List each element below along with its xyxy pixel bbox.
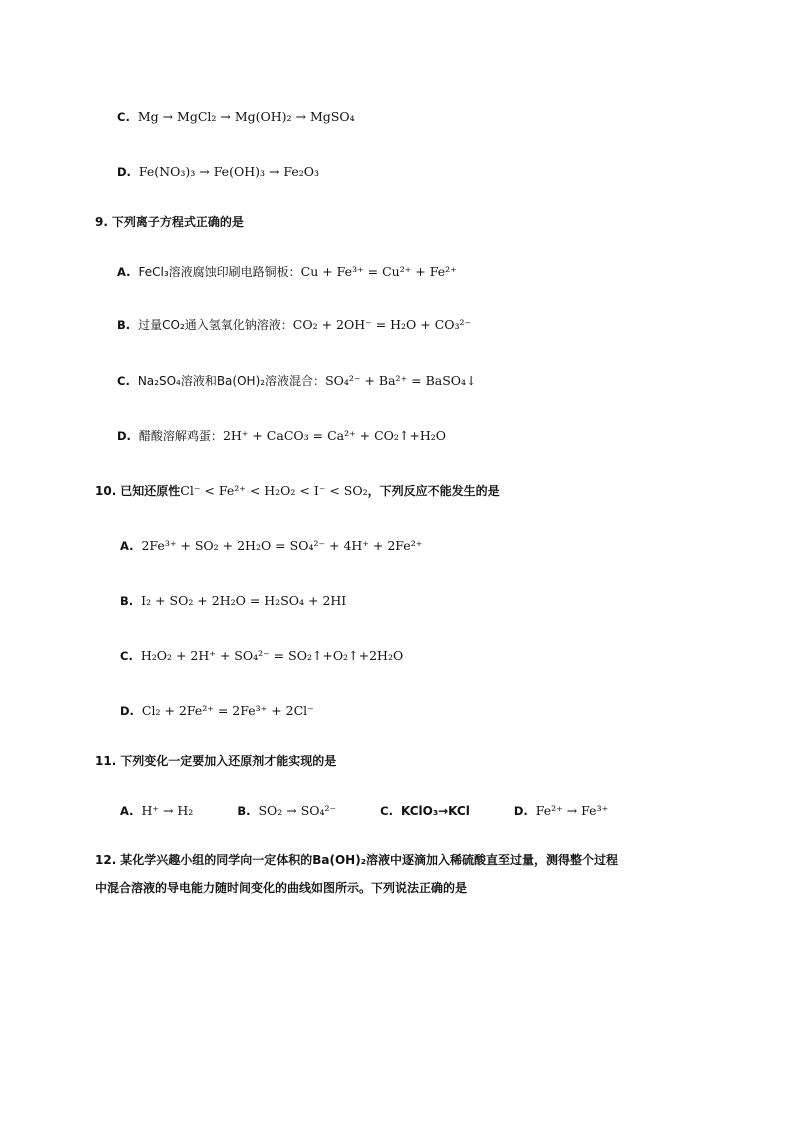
option-label: D. bbox=[117, 165, 131, 179]
q12-stem-line1 bbox=[95, 851, 618, 869]
option-prefix: 过量CO₂通入氢氧化钠溶液： bbox=[138, 318, 293, 332]
q11-option-d[interactable] bbox=[514, 802, 608, 820]
option-label: C. bbox=[120, 649, 133, 663]
option-label: B. bbox=[237, 804, 251, 818]
option-formula: Fe(NO₃)₃ → Fe(OH)₃ → Fe₂O₃ bbox=[138, 164, 320, 179]
option-formula: CO₂ + 2OH⁻ = H₂O + CO₃²⁻ bbox=[292, 317, 472, 332]
option-label: A. bbox=[120, 539, 134, 553]
question-number: 12. bbox=[95, 853, 117, 867]
q8-option-c[interactable] bbox=[117, 108, 355, 126]
option-label: A. bbox=[117, 265, 131, 279]
q8-option-d[interactable] bbox=[117, 163, 319, 181]
q9-option-b[interactable] bbox=[117, 316, 471, 334]
q9-option-d[interactable] bbox=[117, 427, 446, 445]
q11-options bbox=[120, 802, 652, 820]
option-label: B. bbox=[120, 594, 134, 608]
q10-option-b[interactable] bbox=[120, 592, 346, 610]
question-formula: Cl⁻ < Fe²⁺ < H₂O₂ < I⁻ < SO₂ bbox=[180, 483, 368, 498]
option-formula: Cl₂ + 2Fe²⁺ = 2Fe³⁺ + 2Cl⁻ bbox=[141, 703, 314, 718]
option-prefix: FeCl₃溶液腐蚀印刷电路铜板： bbox=[138, 265, 301, 279]
question-text: 下列离子方程式正确的是 bbox=[111, 215, 244, 229]
option-formula: H⁺ → H₂ bbox=[141, 803, 194, 818]
option-prefix: Na₂SO₄溶液和Ba(OH)₂溶液混合： bbox=[137, 374, 326, 388]
option-label: A. bbox=[120, 804, 134, 818]
option-formula: I₂ + SO₂ + 2H₂O = H₂SO₄ + 2HI bbox=[141, 593, 347, 608]
option-label: D. bbox=[120, 704, 134, 718]
q10-option-c[interactable] bbox=[120, 647, 403, 665]
question-text-continued: 中混合溶液的导电能力随时间变化的曲线如图所示。下列说法正确的是 bbox=[95, 881, 468, 895]
option-label: D. bbox=[117, 429, 131, 443]
option-formula: Fe²⁺ → Fe³⁺ bbox=[535, 803, 609, 818]
question-text: 某化学兴趣小组的同学向一定体积的Ba(OH)₂溶液中逐滴加入稀硫酸直至过量，测得整个过程 bbox=[120, 853, 618, 867]
option-label: C. bbox=[117, 110, 130, 124]
q12-stem-line2 bbox=[95, 879, 467, 897]
option-formula: KClO₃→KCl bbox=[400, 804, 470, 818]
option-formula: 2H⁺ + CaCO₃ = Ca²⁺ + CO₂↑+H₂O bbox=[222, 428, 447, 443]
q11-option-c[interactable] bbox=[380, 802, 470, 820]
q10-stem bbox=[95, 482, 500, 500]
option-formula: SO₂ → SO₄²⁻ bbox=[258, 803, 337, 818]
q10-option-d[interactable] bbox=[120, 702, 314, 720]
q11-option-b[interactable] bbox=[237, 802, 336, 820]
option-label: B. bbox=[117, 318, 131, 332]
question-number: 9. bbox=[95, 215, 108, 229]
option-prefix: 醋酸溶解鸡蛋： bbox=[138, 429, 223, 443]
option-formula: SO₄²⁻ + Ba²⁺ = BaSO₄↓ bbox=[325, 373, 477, 388]
q10-option-a[interactable] bbox=[120, 537, 422, 555]
q11-stem bbox=[95, 752, 336, 770]
q9-stem bbox=[95, 213, 244, 231]
option-label: D. bbox=[513, 804, 528, 818]
question-text-tail: ，下列反应不能发生的是 bbox=[367, 484, 500, 498]
question-text: 下列变化一定要加入还原剂才能实现的是 bbox=[120, 754, 337, 768]
option-label: C. bbox=[380, 804, 393, 818]
q11-option-a[interactable] bbox=[120, 802, 193, 820]
question-text: 已知还原性 bbox=[120, 484, 181, 498]
option-formula: Mg → MgCl₂ → Mg(OH)₂ → MgSO₄ bbox=[137, 109, 355, 124]
question-number: 10. bbox=[95, 484, 117, 498]
option-formula: Cu + Fe³⁺ = Cu²⁺ + Fe²⁺ bbox=[300, 264, 457, 279]
q9-option-a[interactable] bbox=[117, 263, 457, 281]
option-label: C. bbox=[117, 374, 130, 388]
option-formula: 2Fe³⁺ + SO₂ + 2H₂O = SO₄²⁻ + 4H⁺ + 2Fe²⁺ bbox=[141, 538, 423, 553]
option-formula: H₂O₂ + 2H⁺ + SO₄²⁻ = SO₂↑+O₂↑+2H₂O bbox=[140, 648, 404, 663]
q9-option-c[interactable] bbox=[117, 372, 477, 390]
question-number: 11. bbox=[95, 754, 117, 768]
